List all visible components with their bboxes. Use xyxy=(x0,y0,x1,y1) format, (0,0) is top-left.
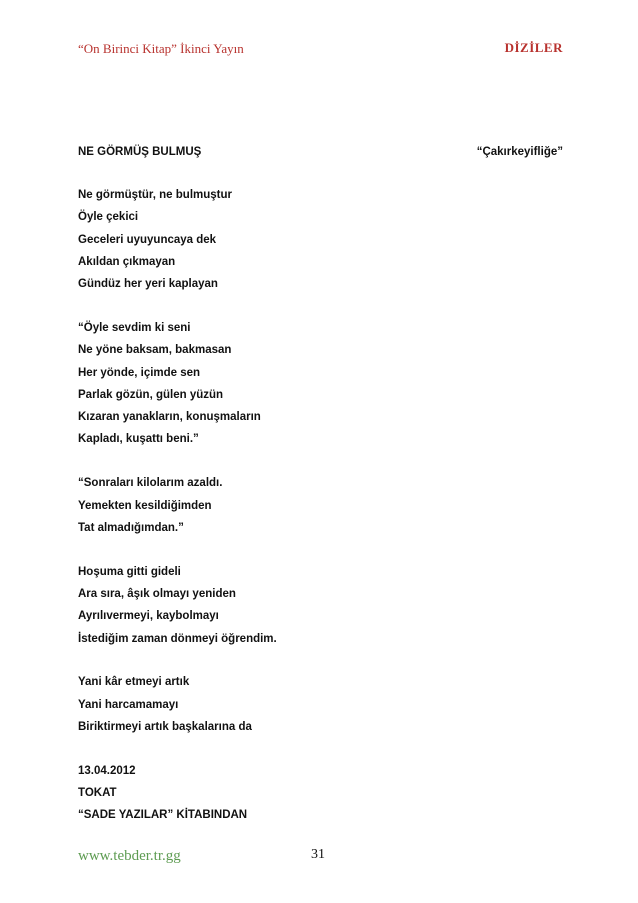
poem-line: “Sonraları kilolarım azaldı. xyxy=(78,477,223,490)
poem-line: Tat almadığımdan.” xyxy=(78,521,184,534)
stanza-break xyxy=(78,539,558,561)
poem-line: Gündüz her yeri kaplayan xyxy=(78,278,218,291)
poem-line: Öyle çekici xyxy=(78,211,139,224)
poem-line: Hoşuma gitti gideli xyxy=(78,565,181,578)
poem-date: 13.04.2012 xyxy=(78,764,136,777)
poem-line: Ne görmüştür, ne bulmuştur xyxy=(78,189,232,201)
poem-line: Biriktirmeyi artık başkalarına da xyxy=(78,720,252,733)
stanza xyxy=(78,472,558,539)
poem-title: NE GÖRMÜŞ BULMUŞ xyxy=(78,146,202,158)
poem-line: Ne yöne baksam, bakmasan xyxy=(78,344,232,357)
poem-line: “Öyle sevdim ki seni xyxy=(78,321,191,334)
poem-line: Akıldan çıkmayan xyxy=(78,255,176,268)
stanza xyxy=(78,184,558,295)
poem-source: “SADE YAZILAR” KİTABINDAN xyxy=(78,809,248,822)
poem-line: Parlak gözün, gülen yüzün xyxy=(78,388,224,401)
stanza-break xyxy=(78,295,558,317)
poem-line: Geceleri uyuyuncaya dek xyxy=(78,233,217,246)
poem-category: “Çakırkeyifliğe” xyxy=(476,146,563,158)
poem-line: İstediğim zaman dönmeyi öğrendim. xyxy=(78,632,277,645)
poem-line: Kızaran yanakların, konuşmaların xyxy=(78,411,261,424)
stanza-break xyxy=(78,650,558,672)
poem-line: Ara sıra, âşık olmayı yeniden xyxy=(78,587,236,600)
poem-line: Yani kâr etmeyi artık xyxy=(78,676,190,689)
footer-website-link[interactable]: www.tebder.tr.gg xyxy=(78,848,181,864)
poem-line: Kapladı, kuşattı beni.” xyxy=(78,433,199,446)
stanza-break xyxy=(78,451,558,473)
poem-place: TOKAT xyxy=(78,787,117,800)
stanza xyxy=(78,317,558,451)
stanza xyxy=(78,671,558,738)
poem-line: Yemekten kesildiğimden xyxy=(78,499,212,512)
header-section-title: DİZİLER xyxy=(504,40,563,55)
poem-line: Ayrılıvermeyi, kaybolmayı xyxy=(78,610,219,623)
stanza-break xyxy=(78,738,558,760)
stanza xyxy=(78,561,558,650)
poem-signature xyxy=(78,760,558,827)
page-number: 31 xyxy=(311,847,325,862)
poem-line: Yani harcamamayı xyxy=(78,698,179,711)
header-book-title: “On Birinci Kitap” İkinci Yayın xyxy=(78,41,244,56)
poem-body xyxy=(78,184,558,827)
poem-line: Her yönde, içimde sen xyxy=(78,366,201,379)
